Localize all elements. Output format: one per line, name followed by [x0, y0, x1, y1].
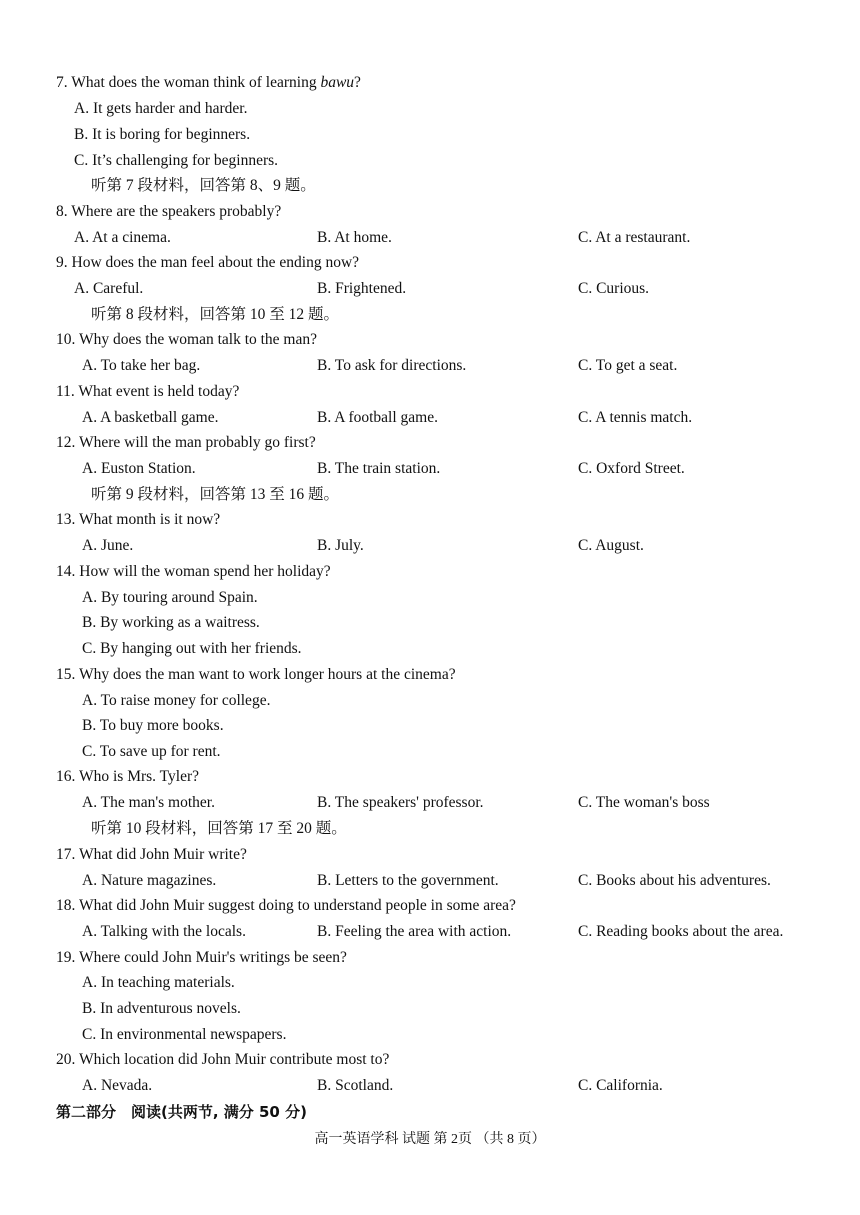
question-9-option-a[interactable]: A. Careful. — [74, 280, 144, 297]
question-9-stem: 9. How does the man feel about the ending now? — [56, 254, 360, 271]
question-9-option-c[interactable]: C. Curious. — [578, 280, 650, 297]
question-14-option-c[interactable]: C. By hanging out with her friends. — [82, 640, 302, 657]
question-8-option-b[interactable]: B. At home. — [317, 229, 392, 246]
question-7-option-b[interactable]: B. It is boring for beginners. — [74, 126, 251, 143]
question-16-option-c[interactable]: C. The woman's boss — [578, 794, 710, 811]
question-16-option-b[interactable]: B. The speakers' professor. — [317, 794, 484, 811]
question-12-option-a[interactable]: A. Euston Station. — [82, 460, 196, 477]
question-11-stem: 11. What event is held today? — [56, 383, 240, 400]
question-7-stem-pre: 7. What does the woman think of learning — [56, 74, 321, 91]
question-13-option-a[interactable]: A. June. — [82, 537, 134, 554]
question-8-option-a[interactable]: A. At a cinema. — [74, 229, 171, 246]
question-7-option-c[interactable]: C. It’s challenging for beginners. — [74, 152, 279, 169]
question-7-option-a[interactable]: A. It gets harder and harder. — [74, 100, 248, 117]
question-12-stem: 12. Where will the man probably go first? — [56, 434, 316, 451]
question-17-option-a[interactable]: A. Nature magazines. — [82, 872, 217, 889]
question-18-stem: 18. What did John Muir suggest doing to understand people in some area? — [56, 897, 516, 914]
question-11-option-a[interactable]: A. A basketball game. — [82, 409, 219, 426]
question-18-option-a[interactable]: A. Talking with the locals. — [82, 923, 246, 940]
section-instruction-7: 听第 7 段材料，回答第 8、9 题。 — [91, 177, 316, 194]
question-13-option-c[interactable]: C. August. — [578, 537, 644, 554]
question-13-stem: 13. What month is it now? — [56, 511, 221, 528]
question-15-option-a[interactable]: A. To raise money for college. — [82, 692, 271, 709]
question-15-stem: 15. Why does the man want to work longer hours at the cinema? — [56, 666, 456, 683]
question-19-option-b[interactable]: B. In adventurous novels. — [82, 1000, 241, 1017]
question-15-option-b[interactable]: B. To buy more books. — [82, 717, 224, 734]
question-13-option-b[interactable]: B. July. — [317, 537, 364, 554]
section-instruction-9: 听第 9 段材料，回答第 13 至 16 题。 — [91, 486, 340, 503]
question-10-stem: 10. Why does the woman talk to the man? — [56, 331, 318, 348]
question-20-stem: 20. Which location did John Muir contribute most to? — [56, 1051, 390, 1068]
question-15-option-c[interactable]: C. To save up for rent. — [82, 743, 221, 760]
question-18-option-c[interactable]: C. Reading books about the area. — [578, 923, 784, 940]
question-20-option-b[interactable]: B. Scotland. — [317, 1077, 394, 1094]
question-7-stem — [56, 73, 361, 93]
question-14-option-b[interactable]: B. By working as a waitress. — [82, 614, 260, 631]
question-14-option-a[interactable]: A. By touring around Spain. — [82, 589, 258, 606]
page-footer: 高一英语学科 试题 第 2页 （共 8 页） — [314, 1132, 546, 1147]
question-10-option-b[interactable]: B. To ask for directions. — [317, 357, 467, 374]
question-12-option-c[interactable]: C. Oxford Street. — [578, 460, 685, 477]
section-instruction-10: 听第 10 段材料，回答第 17 至 20 题。 — [91, 820, 347, 837]
question-19-option-c[interactable]: C. In environmental newspapers. — [82, 1026, 287, 1043]
question-16-stem: 16. Who is Mrs. Tyler? — [56, 768, 199, 785]
question-11-option-b[interactable]: B. A football game. — [317, 409, 438, 426]
question-19-stem: 19. Where could John Muir's writings be seen? — [56, 949, 347, 966]
question-12-option-b[interactable]: B. The train station. — [317, 460, 441, 477]
question-17-option-b[interactable]: B. Letters to the government. — [317, 872, 499, 889]
question-14-stem: 14. How will the woman spend her holiday? — [56, 563, 331, 580]
question-10-option-c[interactable]: C. To get a seat. — [578, 357, 678, 374]
question-8-option-c[interactable]: C. At a restaurant. — [578, 229, 691, 246]
question-20-option-a[interactable]: A. Nevada. — [82, 1077, 153, 1094]
question-10-option-a[interactable]: A. To take her bag. — [82, 357, 201, 374]
question-7-stem-italic: bawu — [320, 74, 355, 91]
question-17-option-c[interactable]: C. Books about his adventures. — [578, 872, 771, 889]
question-19-option-a[interactable]: A. In teaching materials. — [82, 974, 235, 991]
question-11-option-c[interactable]: C. A tennis match. — [578, 409, 693, 426]
question-20-option-c[interactable]: C. California. — [578, 1077, 663, 1094]
question-8-stem: 8. Where are the speakers probably? — [56, 203, 282, 220]
part-2-heading: 第二部分 阅读(共两节, 满分 50 分) — [56, 1103, 307, 1121]
question-17-stem: 17. What did John Muir write? — [56, 846, 247, 863]
question-9-option-b[interactable]: B. Frightened. — [317, 280, 407, 297]
section-instruction-8: 听第 8 段材料，回答第 10 至 12 题。 — [91, 306, 340, 323]
question-18-option-b[interactable]: B. Feeling the area with action. — [317, 923, 512, 940]
question-16-option-a[interactable]: A. The man's mother. — [82, 794, 215, 811]
question-7-stem-post: ? — [354, 74, 361, 91]
